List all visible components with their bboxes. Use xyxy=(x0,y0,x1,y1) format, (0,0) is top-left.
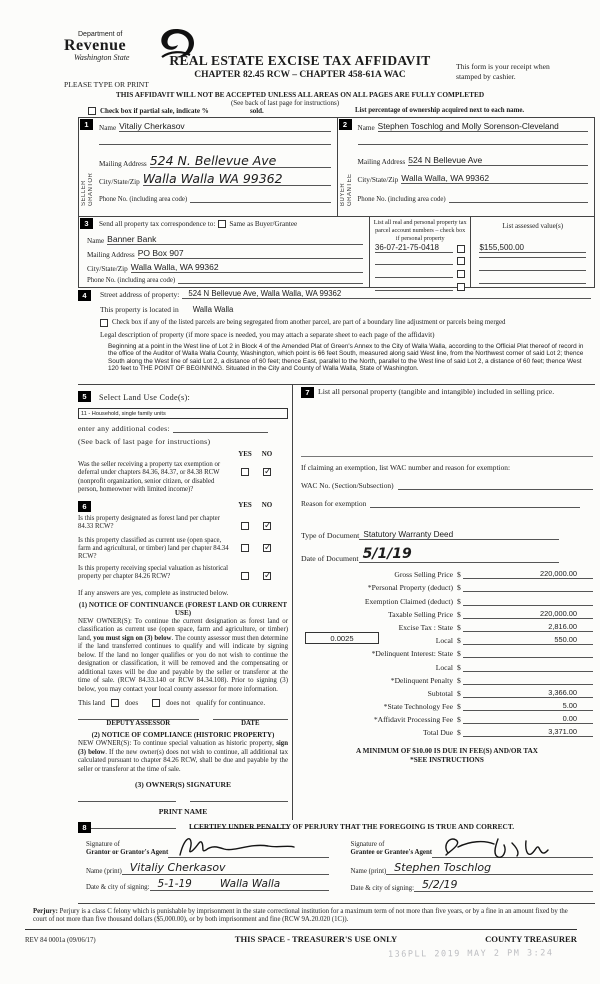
money-row-personal: *Personal Property (deduct) $ xyxy=(301,579,593,592)
assessed-value: $155,500.00 xyxy=(479,243,586,253)
land-use-code-box: 11 - Household, single family units xyxy=(78,408,288,419)
section-8-badge: 8 xyxy=(78,822,91,833)
parcel-row-3 xyxy=(375,270,466,278)
question-6-1: Is this property designated as forest land per chapter 84.33 RCW? ✓ xyxy=(78,515,288,534)
grantee-signature-icon xyxy=(440,833,550,859)
owners-signature-title: (3) OWNER(S) SIGNATURE xyxy=(134,780,232,790)
form-subtitle: CHAPTER 82.45 RCW – CHAPTER 458-61A WAC xyxy=(194,70,406,80)
q6-3-no-checkbox xyxy=(263,572,271,580)
section-5-badge: 5 xyxy=(78,391,91,402)
tax-computation-column xyxy=(293,385,595,820)
does-checkbox xyxy=(111,699,119,707)
wac-row: WAC No. (Section/Subsection) xyxy=(301,481,593,490)
seller-city-row: City/State/Zip Walla Walla WA 99362 xyxy=(99,172,331,186)
correspondence-column xyxy=(79,217,370,287)
section-7-header: 7 List all personal property (tangible and intangible) included in selling price. xyxy=(301,387,593,398)
county-treasurer-label: COUNTY TREASURER xyxy=(485,934,577,944)
seller-city-value: Walla Walla WA 99362 xyxy=(143,172,331,186)
money-row-gross: Gross Selling Price $ 220,000.00 xyxy=(301,566,593,579)
grantee-signature-line xyxy=(432,834,593,858)
q6-3-yes-checkbox xyxy=(241,572,249,580)
money-row-delinq-int-local: Local $ xyxy=(301,658,593,671)
section-6-header xyxy=(78,501,288,512)
section-3-badge: 3 xyxy=(80,218,93,229)
ownership-note: List percentage of ownership acquired next to each name. xyxy=(355,107,525,114)
legal-description: Beginning at a point in the West line of Lot 2 in Block 4 of the Amended Plat of Green's Annex to the City of Walla Walla, according to the Official Plat thereof of record in the office of the Auditor of Walla Walla County, Washington, which point is 66 feet South, measured along said West line, from the Northwest corner of said Lot 2; thence South along the West line of said Lot 2, a distance of 60 feet; thence East, parallel to the North, parallel to the West line of said Lot 2, a distance of 60 feet; thence West 120 feet to THE POINT OF BEGINNING. Situated in the City and County of Walla Walla, State of Washington. xyxy=(108,343,584,372)
grantor-signature-block xyxy=(86,834,329,892)
question-5-1: Was the seller receiving a property tax exemption or deferral under chapters 84.36, 84.37, or 84.38 RCW (nonprofit organization, senior citizen, or disabled person, homeowner with limited income)? ✓ xyxy=(78,461,288,495)
grantor-sign-city: Walla Walla xyxy=(219,878,281,890)
corr-city-value: Walla Walla, WA 99362 xyxy=(131,263,363,273)
see-back-note: (See back of last page for instructions) xyxy=(230,99,340,107)
additional-codes-row: enter any additional codes: xyxy=(78,424,268,433)
form-rev-number: REV 84 0001a (09/06/17) xyxy=(25,937,96,944)
owner-sig-line-2 xyxy=(190,801,288,802)
seller-name-row: Name Vitaliy Cherkasov xyxy=(99,122,331,132)
corr-city-row: City/State/Zip Walla Walla, WA 99362 xyxy=(87,263,363,273)
grantee-sig-row: Signature of Grantee or Grantee's Agent xyxy=(351,834,594,858)
grantee-signature-block xyxy=(351,834,594,892)
doc-type-value: Statutory Warranty Deed xyxy=(359,530,559,540)
additional-codes-value xyxy=(173,432,268,433)
money-row-subtotal: Subtotal $ 3,366.00 xyxy=(301,685,593,698)
buyer-mailing-row: Mailing Address 524 N Bellevue Ave xyxy=(358,156,589,166)
sold-label: sold. xyxy=(250,107,264,115)
street-address-row: Street address of property: 524 N Bellevue Ave, Walla Walla, WA 99362 xyxy=(100,290,591,299)
doc-date-value: 5/1/19 xyxy=(359,546,559,563)
grantor-sign-date: 5-1-19 xyxy=(157,878,192,890)
exemption-divider xyxy=(301,456,593,457)
perjury-note: Perjury: Perjury is a class C felony which is punishable by imprisonment in the state correctional institution for a maximum term of not more than five years, or by a fine in an amount fixed by the court of not more than five thousand dollars ($5,000.00), or by both imprisonment and fine (RCW 9A.20.020 (1C)). xyxy=(33,908,568,924)
grantee-date-row: Date & city of signing: 5/2/19 xyxy=(351,878,594,892)
parcel-1-checkbox xyxy=(457,245,465,253)
parcel-row-2 xyxy=(375,257,466,265)
owner-sig-line-1 xyxy=(78,801,176,802)
parcel-number: 36-07-21-75-0418 xyxy=(375,243,454,253)
see-back-5: (See back of last page for instructions) xyxy=(78,437,211,446)
form-title: REAL ESTATE EXCISE TAX AFFIDAVIT xyxy=(169,53,431,68)
reason-row: Reason for exemption xyxy=(301,499,593,508)
grantee-sign-date: 5/2/19 xyxy=(414,878,593,892)
q6-1-no-checkbox xyxy=(263,522,271,530)
q6-2-no-checkbox xyxy=(263,544,271,552)
grantor-signature-line xyxy=(168,834,328,858)
located-row: This property is located in Walla Walla xyxy=(100,305,234,314)
seller-name-value: Vitaliy Cherkasov xyxy=(119,122,330,132)
doc-type-row: Type of Document Statutory Warranty Deed xyxy=(301,530,593,540)
partial-sale-label: Check box if partial sale, indicate % xyxy=(100,107,209,115)
money-row-taxable: Taxable Selling Price $ 220,000.00 xyxy=(301,606,593,619)
notice2-title: (2) NOTICE OF COMPLIANCE (HISTORIC PROPERTY) xyxy=(91,731,275,740)
tax-correspondence-box xyxy=(78,217,595,288)
treasurer-space-label: THIS SPACE - TREASURER'S USE ONLY xyxy=(234,934,398,944)
treasurer-date-stamp: 136PLL 2019 MAY 2 PM 3:24 xyxy=(387,948,554,960)
parcel-row-1 xyxy=(375,243,466,253)
wac-value xyxy=(398,489,593,490)
corr-mailing-value: PO Box 907 xyxy=(138,249,363,259)
notice1-title: (1) NOTICE OF CONTINUANCE (FOREST LAND OR CURRENT USE) xyxy=(78,600,288,617)
money-row-local: 0.0025 Local $ 550.00 xyxy=(301,632,593,645)
notice1-body: NEW OWNER(S): To continue the current designation as forest land or classification as current use (open space, farm and agriculture, or timber) land, you must sign on (3) below. The county assessor must then determine if the land transferred continues to qualify and will indicate by signing below. If the land no longer qualifies or you do not wish to continue the designation or classification, it will be removed and the compensating or additional taxes will be due and payable by the seller or transferor at the time of sale. (RCW 84.33.140 or RCW 84.34.108). Prior to signing (3) below, you may contact your local county assessor for more information. xyxy=(78,617,288,693)
reason-value xyxy=(370,507,580,508)
parties-box xyxy=(78,117,595,217)
assessor-labels: DEPUTY ASSESSOR DATE xyxy=(106,720,260,728)
notice2-body: NEW OWNER(S): To continue special valuation as historic property, sign (3) below. If the new owner(s) does not wish to continue, all additional tax calculated pursuant to chapter 84.26 RCW, shall be due and payable by the seller or transferor at the time of sale. xyxy=(78,740,288,773)
money-row-tech-fee: *State Technology Fee $ 5.00 xyxy=(301,698,593,711)
buyer-name-value: Stephen Toschlog and Molly Sorenson-Cleveland xyxy=(378,122,588,132)
this-land-row: This land does does not qualify for continuance. xyxy=(78,699,266,708)
corr-name-row: Name Banner Bank xyxy=(87,235,363,245)
money-row-delinq-int-state: *Delinquent Interest: State $ xyxy=(301,645,593,658)
located-value: Walla Walla xyxy=(192,305,234,314)
assessed-row-1 xyxy=(479,243,586,253)
assessed-column xyxy=(471,217,594,287)
seller-section xyxy=(79,118,337,216)
q6-1-yes-checkbox xyxy=(241,522,249,530)
warning-line: THIS AFFIDAVIT WILL NOT BE ACCEPTED UNLESS ALL AREAS ON ALL PAGES ARE FULLY COMPLETED xyxy=(115,90,485,99)
partial-sale-row xyxy=(88,107,209,115)
q6-2-yes-checkbox xyxy=(241,544,249,552)
grantor-name-row: Name (print) Vitaliy Cherkasov xyxy=(86,861,329,875)
buyer-city-value: Walla Walla, WA 99362 xyxy=(401,174,588,184)
section-1-badge: 1 xyxy=(80,119,93,130)
grantee-name-print: Stephen Toschlog xyxy=(386,861,593,875)
property-address-section xyxy=(78,288,595,384)
street-address-value: 524 N Bellevue Ave, Walla Walla, WA 99362 xyxy=(182,290,591,299)
local-rate-box: 0.0025 xyxy=(305,632,379,644)
corr-phone-value xyxy=(178,283,363,284)
corr-mailing-row: Mailing Address PO Box 907 xyxy=(87,249,363,259)
parcel-header: List all real and personal property tax parcel account numbers – check box if personal property xyxy=(373,219,467,242)
money-row-total-due: Total Due $ 3,371.00 xyxy=(301,724,593,737)
buyer-name-row: Name Stephen Toschlog and Molly Sorenson-Cleveland xyxy=(358,122,589,132)
partial-sale-checkbox xyxy=(88,107,96,115)
buyer-mailing-value: 524 N Bellevue Ave xyxy=(408,156,588,166)
land-use-column xyxy=(78,385,293,820)
grantor-signature-icon xyxy=(176,833,296,859)
segregated-row: Check box if any of the listed parcels are being segregated from another parcel, are part of a boundary line adjustment or parcels being merged xyxy=(100,319,591,327)
section-4-badge: 4 xyxy=(78,290,91,301)
correspondence-row: Send all property tax correspondence to: Same as Buyer/Grantee xyxy=(99,220,298,228)
legal-desc-label: Legal description of property (if more space is needed, you may attach a separate sheet to each page of the affidavit) xyxy=(100,331,435,339)
does-not-checkbox xyxy=(152,699,160,707)
parcel-2-checkbox xyxy=(457,257,465,265)
seller-side-label: SELLER GRANTOR xyxy=(81,172,94,206)
parcel-column xyxy=(370,217,472,287)
money-row-delinq-penalty: *Delinquent Penalty $ xyxy=(301,672,593,685)
logo-text: Department of xyxy=(78,31,123,38)
grantor-date-row: Date & city of signing: 5-1-19 Walla Walla xyxy=(86,878,329,891)
yes-no-header-6: YES NO xyxy=(238,500,273,509)
grantor-name-print: Vitaliy Cherkasov xyxy=(122,861,329,875)
seller-mailing-row: Mailing Address 524 N. Bellevue Ave xyxy=(99,154,331,168)
q5-1-no-checkbox xyxy=(263,468,271,476)
buyer-phone-value xyxy=(449,202,588,203)
signature-zone xyxy=(86,834,593,892)
section-5-header: 5 Select Land Use Code(s): xyxy=(78,387,288,405)
minimum-note: A MINIMUM OF $10.00 IS DUE IN FEE(S) AND/OR TAX *SEE INSTRUCTIONS xyxy=(356,747,538,765)
buyer-city-row: City/State/Zip Walla Walla, WA 99362 xyxy=(358,174,589,184)
receipt-note: This form is your receipt when stamped by cashier. xyxy=(456,62,550,81)
dor-logo: Department of Revenue Washington State xyxy=(64,31,129,62)
grantee-name-row: Name (print) Stephen Toschlog xyxy=(351,861,594,875)
corr-name-value: Banner Bank xyxy=(107,235,363,245)
same-as-buyer-checkbox xyxy=(218,220,226,228)
certification-section xyxy=(78,820,595,904)
money-row-excise-state: Excise Tax : State $ 2,816.00 xyxy=(301,619,593,632)
section-6-badge: 6 xyxy=(78,501,91,512)
grantor-sig-row: Signature of Grantor or Grantor's Agent xyxy=(86,834,329,858)
section-2-badge: 2 xyxy=(339,119,352,130)
money-table xyxy=(301,566,593,737)
assessed-header: List assessed value(s) xyxy=(502,222,564,230)
buyer-blank-line xyxy=(358,144,589,145)
buyer-section xyxy=(337,118,595,216)
owner-sig-lines xyxy=(78,801,288,802)
buyer-phone-row: Phone No. (including area code) xyxy=(358,196,589,203)
money-row-processing-fee: *Affidavit Processing Fee $ 0.00 xyxy=(301,711,593,724)
if-yes-note: If any answers are yes, complete as instructed below. xyxy=(78,588,229,597)
seller-phone-row: Phone No. (including area code) xyxy=(99,196,331,203)
segregated-checkbox xyxy=(100,319,108,327)
money-row-exemption: Exemption Claimed (deduct) $ xyxy=(301,592,593,605)
question-6-3: Is this property receiving special valuation as historical property per chapter 84.26 RCW? ✓ xyxy=(78,565,288,584)
type-or-print: PLEASE TYPE OR PRINT xyxy=(64,80,149,89)
yes-no-header-5: YES NO xyxy=(238,450,273,458)
doc-date-row: Date of Document 5/1/19 xyxy=(301,545,593,563)
buyer-side-label: BUYER GRANTEE xyxy=(339,173,353,206)
seller-phone-value xyxy=(190,202,330,203)
exemption-note: If claiming an exemption, list WAC number and reason for exemption: xyxy=(301,463,511,472)
parcel-3-checkbox xyxy=(457,270,465,278)
seller-mailing-value: 524 N. Bellevue Ave xyxy=(150,154,331,168)
mid-columns xyxy=(78,384,595,820)
footer-row xyxy=(25,929,577,944)
section-7-badge: 7 xyxy=(301,387,314,398)
certify-statement: I CERTIFY UNDER PENALTY OF PERJURY THAT THE FOREGOING IS TRUE AND CORRECT. xyxy=(188,822,515,831)
print-name-title: PRINT NAME xyxy=(158,807,208,817)
q5-1-yes-checkbox xyxy=(241,468,249,476)
seller-blank-line xyxy=(99,144,331,145)
question-6-2: Is this property classified as current use (open space, farm and agricultural, or timber) land per chapter 84.34 RCW? ✓ xyxy=(78,537,288,562)
corr-phone-row: Phone No. (including area code) xyxy=(87,277,363,284)
